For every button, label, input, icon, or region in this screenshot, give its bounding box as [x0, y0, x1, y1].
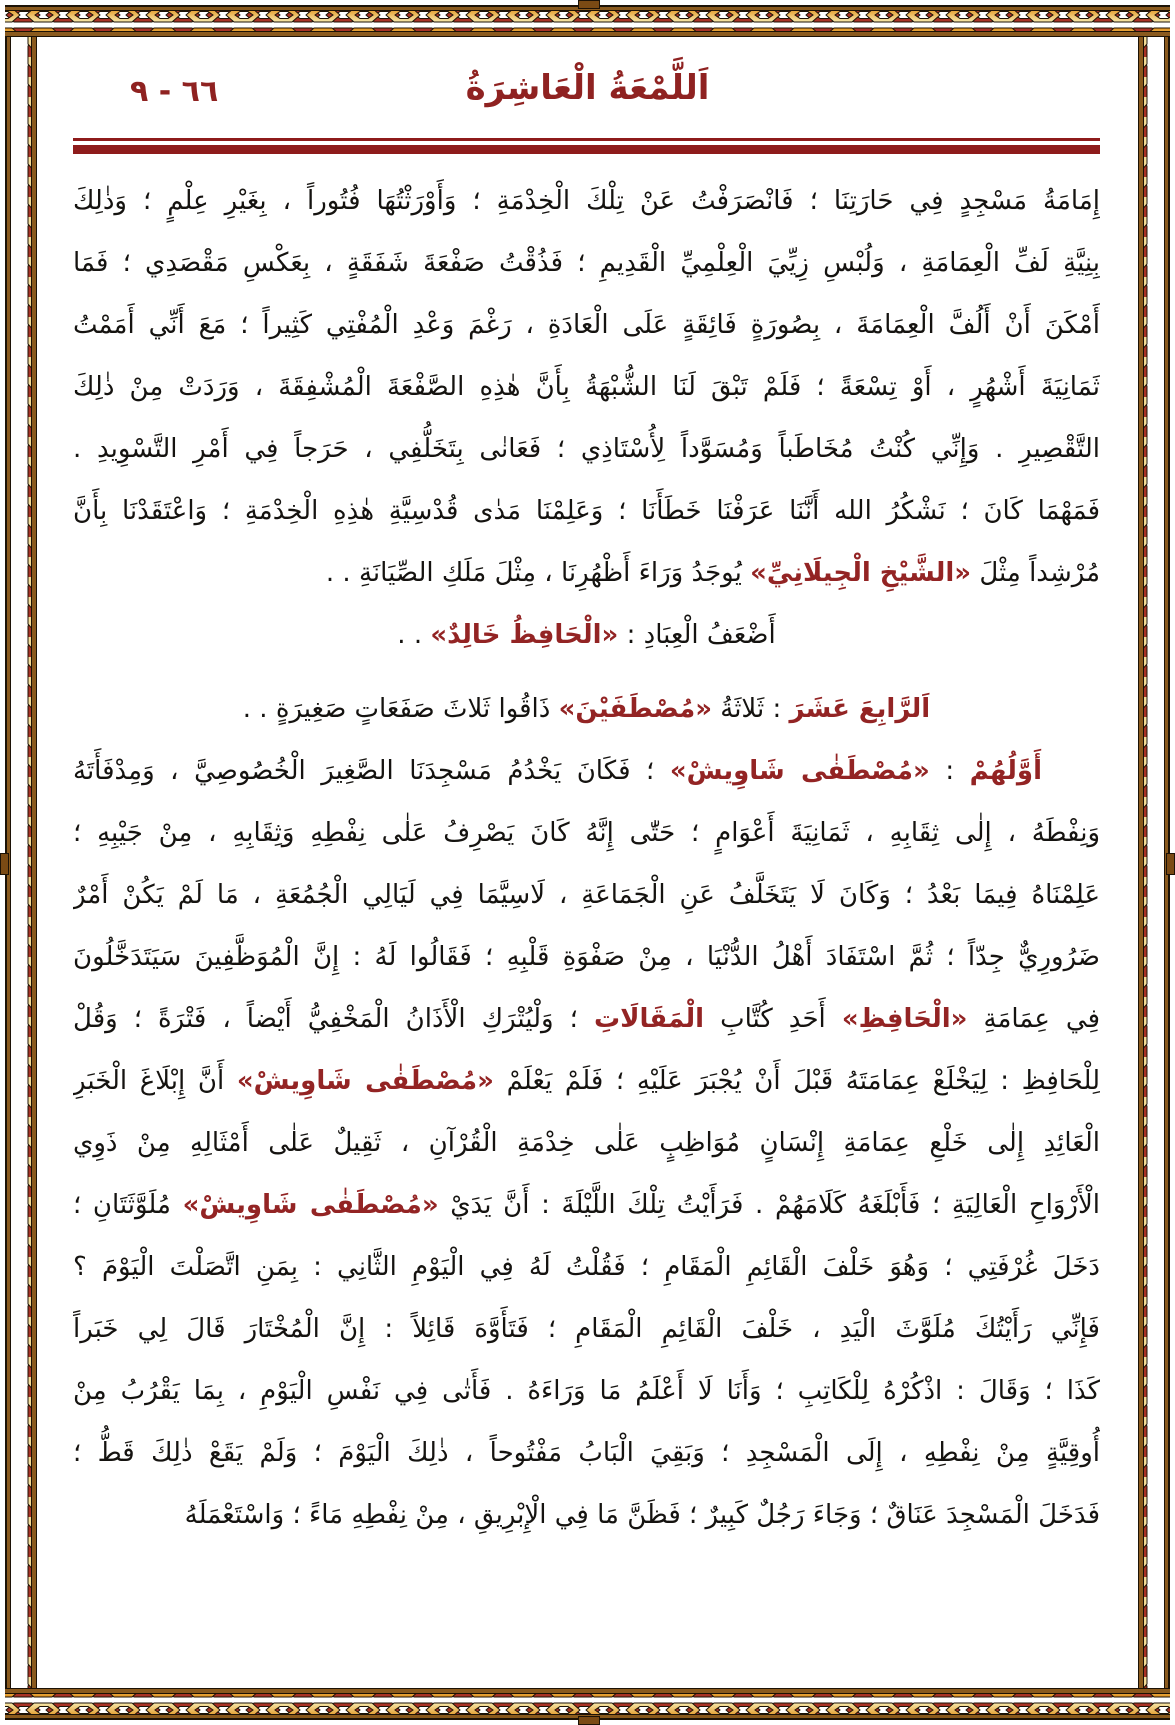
text-segment: يُوجَدُ وَرَاءَ أَظْهُرِنَا ، مِثْلَ مَلَكِ الصِّيَانَةِ . .	[325, 558, 751, 588]
text-line	[73, 988, 1100, 1050]
text-line	[73, 1050, 1100, 1112]
text-line	[73, 1360, 1100, 1422]
text-segment: مُرْشِداً مِثْلَ	[971, 558, 1100, 588]
text-segment: ؛ فَكَانَ يَخْدُمُ مَسْجِدَنَا الصَّغِيرَ الْخُصُوصِيَّ ، وَمِدْفَأَتَهُ	[73, 756, 670, 786]
text-segment: الْأَرْوَاحِ الْعَالِيَةِ ؛ فَأَبْلَغَهُ كَلَامَهُمْ . فَرَأَيْتُ تِلْكَ اللَّيْلَةَ : أَنَّ يَدَيْ	[438, 1190, 1100, 1220]
border-clasp-bottom	[578, 1716, 600, 1725]
text-segment: دَخَلَ غُرْفَتِي ؛ وَهُوَ خَلْفَ الْقَائِمِ الْمَقَامِ ؛ فَقُلْتُ لَهُ فِي الْيَوْمِ الثَّانِي : بِمَنِ اتَّصَلْتَ الْيَوْمَ ؟	[73, 1252, 1100, 1282]
text-segment: فَمَهْمَا كَانَ ؛ نَشْكُرُ الله أَنَّنَا عَرَفْنَا خَطَأَنَا ؛ وَعَلِمْنَا مَدٰى قُدْسِيَّةِ هٰذِهِ الْخِدْمَةِ ؛ وَاعْتَقَدْنَا بِأَنَّ	[73, 496, 1100, 526]
text-segment: ذَاقُوا ثَلاثَ صَفَعَاتٍ صَغِيرَةٍ . .	[242, 694, 559, 724]
text-segment: فَدَخَلَ الْمَسْجِدَ عَنَاقٌ ؛ وَجَاءَ رَجُلٌ كَبِيرٌ ؛ فَظَنَّ مَا فِي الْإِبْرِيقِ ، مِنْ نِفْطِهِ مَاءً ؛ وَاسْتَعْمَلَهُ	[184, 1500, 1100, 1530]
border-clasp-right	[1166, 853, 1175, 875]
text-line	[73, 294, 1100, 356]
text-line	[73, 1112, 1100, 1174]
text-line	[73, 170, 1100, 232]
text-segment: أَنَّ إِبْلَاغَ الْخَبَرِ	[73, 1066, 237, 1096]
text-line	[73, 802, 1100, 864]
text-segment: ؛ وَلْيُتْرَكِ الْأَذَانُ الْمَخْفِيُّ أَيْضاً ، فَتْرَةً ؛ وَقُلْ	[73, 1004, 594, 1034]
text-segment: لِلْحَافِظِ : لِيَخْلَعْ عِمَامَتَهُ قَبْلَ أَنْ يُجْبَرَ عَلَيْهِ ؛ فَلَمْ يَعْلَمْ	[493, 1066, 1100, 1096]
highlighted-phrase: الْمَقَالَاتِ	[593, 1004, 705, 1034]
highlighted-phrase: «مُصْطَفٰى شَاوِيشْ»	[669, 756, 930, 786]
text-line	[73, 1236, 1100, 1298]
border-clasp-top	[578, 0, 600, 9]
text-segment: كَذَا ؛ وَقَالَ : اذْكُرْهُ لِلْكَاتِبِ ؛ وَأَنَا لَا أَعْلَمُ مَا وَرَاءَهُ . فَأَتٰى فِي نَفْسِ الْيَوْمِ ، بِمَا يَقْرُبُ مِنْ	[73, 1376, 1100, 1406]
page-header	[60, 68, 1115, 128]
text-segment: أَضْعَفُ الْعِبَادِ :	[618, 620, 776, 650]
ornamental-border-top	[5, 5, 1170, 37]
text-segment: بِنِيَّةِ لَفِّ الْعِمَامَةِ ، وَلُبْسِ زِيِّيَ الْعِلْمِيِّ الْقَدِيمِ ؛ فَذُقْتُ صَفْعَةَ شَفَقَةٍ ، بِعَكْسِ مَقْصَدِي ؛ فَمَا	[73, 248, 1100, 278]
highlighted-phrase: «مُصْطَفٰى شَاوِيشْ»	[236, 1066, 494, 1096]
text-segment: فَإِنِّي رَأَيْتُكَ مُلَوَّثَ الْيَدِ ، خَلْفَ الْقَائِمِ الْمَقَامِ ؛ فَتَأَوَّهَ قَائِلاً : إِنَّ الْمُخْتَارَ قَالَ لِي خَبَراً	[73, 1314, 1100, 1344]
highlighted-phrase: «مُصْطَفَيْنَ»	[558, 694, 712, 724]
highlighted-phrase: «الْحَافِظُ خَالِدٌ»	[430, 620, 619, 650]
highlighted-phrase: أَوَّلُهُمْ	[969, 756, 1042, 786]
divider-thin-line	[73, 138, 1100, 141]
text-segment: الْعَائِدِ إِلٰى خَلْعِ عِمَامَةِ إِنْسَانٍ مُوَاظِبٍ عَلٰى خِدْمَةِ الْقُرْآنِ ، ثَقِيلٌ عَلٰى أَمْثَالِهِ مِنْ ذَوِي	[73, 1128, 1100, 1158]
text-segment: وَنِفْطَهُ ، إِلٰى ثِقَابِهِ ، ثَمَانِيَةَ أَعْوَامٍ ؛ حَتّٰى إِنَّهُ كَانَ يَصْرِفُ عَلٰى نِفْطِهِ وَثِقَابِهِ ، مِنْ جَيْبِهِ ؛	[73, 818, 1100, 848]
text-line	[73, 740, 1100, 802]
text-line	[73, 678, 1100, 740]
page-number: ٦٦ - ٩	[130, 74, 219, 109]
text-segment: ضَرُورِيٌّ جِدّاً ؛ ثُمَّ اسْتَفَادَ أَهْلُ الدُّنْيَا ، مِنْ صَفْوَةِ قَلْبِهِ ؛ فَقَالُوا لَهُ : إِنَّ الْمُوَظَّفِينَ سَيَتَدَخَّلُونَ	[73, 942, 1100, 972]
text-line	[73, 1422, 1100, 1484]
text-line	[73, 1484, 1100, 1546]
text-line	[73, 480, 1100, 542]
text-segment: أَمْكَنَ أَنْ أَلُفَّ الْعِمَامَةَ ، بِصُورَةٍ فَائِقَةٍ عَلَى الْعَادَةِ ، رَغْمَ وَعْدِ الْمُفْتِي كَثِيراً ؛ مَعَ أَنِّي أَمَمْتُ	[73, 310, 1100, 340]
text-segment: ثَمَانِيَةَ أَشْهُرٍ ، أَوْ تِسْعَةً ؛ فَلَمْ تَبْقَ لَنَا الشُّبْهَةُ بِأَنَّ هٰذِهِ الصَّفْعَةَ الْمُشْفِقَةَ ، وَرَدَتْ مِنْ ذٰلِكَ	[73, 372, 1100, 402]
text-line	[73, 1298, 1100, 1360]
text-segment: مُلَوَّثَتَانِ ؛	[73, 1190, 183, 1220]
text-line	[73, 864, 1100, 926]
body-text	[73, 170, 1100, 1546]
text-line	[73, 542, 1100, 604]
text-segment: أَحَدِ كُتَّابِ	[704, 1004, 842, 1034]
text-segment: :	[929, 756, 970, 786]
text-line	[73, 926, 1100, 988]
highlighted-phrase: «مُصْطَفٰى شَاوِيشْ»	[182, 1190, 439, 1220]
text-segment: أُوقِيَّةٍ مِنْ نِفْطِهِ ، إِلَى الْمَسْجِدِ ؛ وَبَقِيَ الْبَابُ مَفْتُوحاً ، ذٰلِكَ الْيَوْمَ ؛ وَلَمْ يَقَعْ ذٰلِكَ قَطُّ ؛	[73, 1438, 1100, 1468]
text-segment: : ثَلاثَةُ	[711, 694, 790, 724]
text-line	[73, 604, 1100, 666]
highlighted-phrase: «الْحَافِظِ»	[841, 1004, 968, 1034]
text-line	[73, 1174, 1100, 1236]
text-line	[73, 418, 1100, 480]
text-segment: فِي عِمَامَةِ	[967, 1004, 1100, 1034]
page-title: اَللَّمْعَةُ الْعَاشِرَةُ	[465, 68, 710, 108]
header-divider	[73, 138, 1100, 154]
text-segment: التَّقْصِيرِ . وَإِنِّي كُنْتُ مُخَاطَباً وَمُسَوَّداً لِأُسْتَاذِي ؛ فَعَانٰى بِتَخَلُّفِي ، حَرَجاً فِي أَمْرِ التَّسْوِيدِ .	[73, 434, 1100, 464]
text-segment: . .	[397, 620, 431, 650]
highlighted-phrase: اَلرَّابِعَ عَشَرَ	[789, 694, 931, 724]
divider-thick-line	[73, 145, 1100, 154]
ornamental-border-left	[5, 37, 37, 1688]
text-line	[73, 232, 1100, 294]
highlighted-phrase: «الشَّيْخِ الْجِيلَانِيِّ»	[750, 558, 972, 588]
border-clasp-left	[0, 853, 9, 875]
text-line	[73, 356, 1100, 418]
text-segment: عَلِمْنَاهُ فِيمَا بَعْدُ ؛ وَكَانَ لَا يَتَخَلَّفُ عَنِ الْجَمَاعَةِ ، لَاسِيَّمَا فِي لَيَالِي الْجُمُعَةِ ، مَا لَمْ يَكُنْ أَمْرٌ	[73, 880, 1100, 910]
text-segment: إِمَامَةُ مَسْجِدٍ فِي حَارَتِنَا ؛ فَانْصَرَفْتُ عَنْ تِلْكَ الْخِدْمَةِ ؛ وَأَوْرَثْتُهَا فُتُوراً ، بِغَيْرِ عِلْمٍ ؛ وَذٰلِكَ	[73, 186, 1100, 216]
